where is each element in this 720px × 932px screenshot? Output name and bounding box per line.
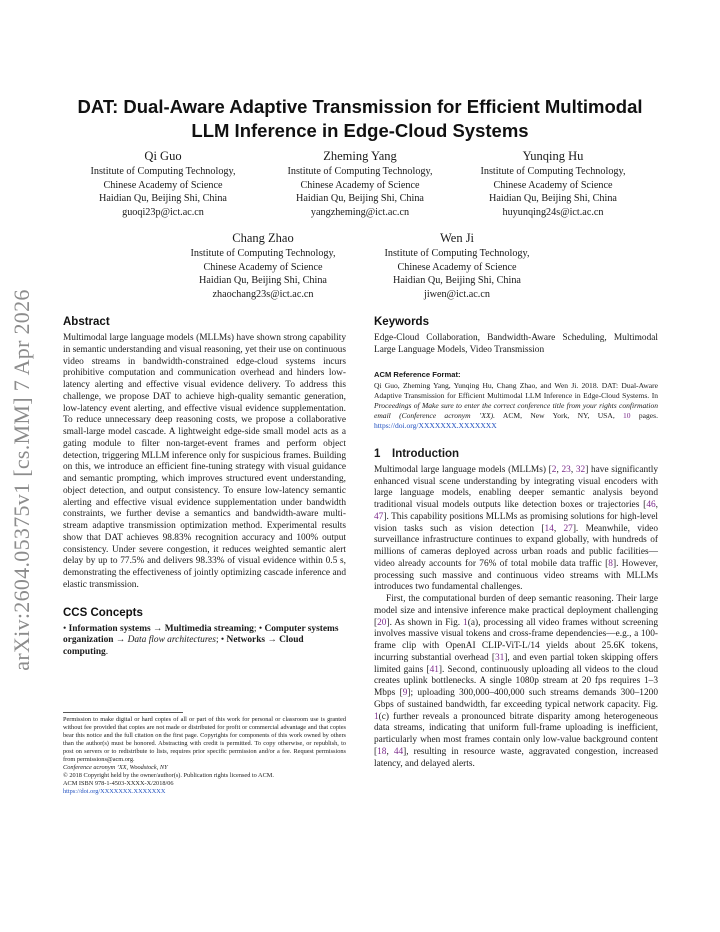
author-name: Wen Ji — [439, 231, 475, 245]
isbn-line: ACM ISBN 978-1-4503-XXXX-X/2018/06 — [63, 780, 174, 788]
paragraph-text: , — [553, 523, 564, 534]
intro-paragraph-2 — [374, 594, 658, 770]
ccs-bullet: • — [258, 623, 265, 634]
paragraph-text: , — [655, 500, 658, 511]
citation-link[interactable]: 18 — [377, 746, 387, 757]
paragraph-text: ]. Meanwhile, video surveillance infrastructure continues to expand globally, with hundreds of millions of cameras deployed across urban roads and public facilities—video already accounts for 76% of total mobile data traffic [ — [374, 523, 658, 569]
ccs-separator: ; — [215, 635, 221, 646]
paragraph-text: First, the computational burden of deep semantic reasoning. Their large model size and intensive inference make practical deployment challenging [ — [374, 594, 658, 628]
section-title: Introduction — [392, 447, 460, 460]
copyright-line: © 2018 Copyright held by the owner/author(s). Publication rights licensed to ACM. — [63, 772, 274, 780]
citation-link[interactable]: 23 — [561, 464, 571, 475]
citation-link[interactable]: 14 — [544, 523, 554, 534]
citation-link[interactable]: 32 — [575, 464, 586, 475]
ccs-arrow: → — [150, 623, 165, 634]
author-affiliation: Haidian Qu, Beijing Shi, China — [489, 193, 617, 205]
footnote-block — [63, 712, 346, 796]
author-affiliation: Institute of Computing Technology, — [287, 166, 433, 177]
author-affiliation: Institute of Computing Technology, — [90, 166, 236, 177]
abstract-heading: Abstract — [63, 316, 110, 328]
paragraph-text: ]. Second, continuously uploading all videos to the cloud creates uplink bottlenecks. A single 1080p stream at 20 fps requires 1–3 Mbps [ — [374, 664, 658, 699]
acm-reference-pages-link[interactable]: 10 — [623, 410, 631, 420]
keywords-heading: Keywords — [374, 316, 429, 328]
paragraph-text: ] have significantly enhanced visual scene understanding by integrating visual encoders with large language models, enabling deeper semantic analysis beyond traditional visual models outputs like detection boxes or trajectories [ — [374, 464, 659, 511]
paragraph-text: ]. However, processing such massive and continuous video streams with MLLMs introduces two fundamental challenges. — [374, 558, 658, 593]
ccs-category: Networks — [226, 635, 266, 646]
author-affiliation: Chinese Academy of Science — [103, 179, 223, 191]
acm-reference-publisher: ACM, New York, NY, USA, — [495, 410, 624, 420]
abstract-text: Multimodal large language models (MLLMs) have shown strong capability in semantic understanding and visual reasoning, yet their use on continuous video streams in bandwidth-constrained edge-cloud systems incurs prohibitive computation and communication overhead and hinders low-latency alerting and effective visual evidence delivery. To address this challenge, we propose DAT to achieve high-quality semantic generation, low-latency event alerting, and effective visual evidence supplementation. To reduce unnecessary deep reasoning costs, we propose a collaborative small-large model cascade. A lightweight edge-side small model acts as a gating module to filter non-target-event frames and perform object detection, triggering MLLM inference only for suspicious frames. Building on this, we introduce an efficient fine-tuning strategy with visual guidance and semantic prompting, which improves structured event understanding, object detection, and output consistency. To ensure low-latency semantic alerting and effective visual evidence supplementation under bandwidth constraints, we further devise a semantics and bandwidth-aware multi-stream adaptive transmission optimization method. Experimental results show that DAT achieves 98.83% recognition accuracy and 100% output consistency. Under severe congestion, it reduces weighted semantic alert delay by up to 77.5% and delivers 98.33% of visual evidence within 0.5 s, demonstrating the effectiveness of jointly optimizing cascade inference and elastic transmission. — [63, 333, 346, 590]
author-affiliation: Institute of Computing Technology, — [384, 248, 530, 259]
citation-link[interactable]: 47 — [374, 511, 384, 522]
citation-link[interactable]: 44 — [393, 746, 404, 757]
ccs-bullet: • — [220, 635, 227, 646]
paragraph-text: Multimodal large language models (MLLMs) [ — [374, 464, 552, 475]
citation-link[interactable]: 8 — [608, 558, 613, 569]
author-affiliation: Institute of Computing Technology, — [480, 166, 626, 177]
author-affiliation: Haidian Qu, Beijing Shi, China — [99, 193, 227, 205]
paragraph-text: (c) further reveals a pronounced bitrate disparity among heterogeneous data streams, indicating that uniform full-frame uploading is inefficient, particularly when most frames contain only low-value background content [ — [374, 711, 658, 757]
arxiv-identifier: arXiv:2604.05375v1 [cs.MM] 7 Apr 2026 — [9, 289, 34, 671]
citation-link[interactable]: 1 — [374, 711, 379, 722]
ccs-heading: CCS Concepts — [63, 606, 143, 619]
acm-reference-doi-link[interactable]: https://doi.org/XXXXXXX.XXXXXXX — [374, 420, 497, 430]
ccs-concepts — [63, 624, 346, 659]
author-card — [453, 148, 653, 219]
ccs-separator: . — [105, 647, 109, 657]
paragraph-text: ], and even partial token skipping offers limited gains [ — [374, 652, 659, 675]
paragraph-text: ]; uploading 300,000–400,000 such streams demands 300–1200 Gbps of sustained bandwidth, far exceeding typical network capacity. Fig. — [374, 688, 658, 710]
author-affiliation: Institute of Computing Technology, — [190, 248, 336, 259]
citation-link[interactable]: 31 — [494, 652, 505, 663]
paragraph-text: ], resulting in resource waste, aggravated congestion, increased latency, and delayed alerts. — [374, 746, 659, 769]
paragraph-text: ]. This capability positions MLLMs as promising solutions for high-level vision tasks such as vision detection [ — [374, 511, 658, 534]
author-affiliation: Haidian Qu, Beijing Shi, China — [393, 275, 521, 287]
acm-reference — [374, 370, 658, 431]
author-affiliation: Haidian Qu, Beijing Shi, China — [296, 193, 424, 205]
acm-reference-proceedings: Proceedings of Make sure to enter the correct conference title from your rights confirmation email (Conference acronym ’XX). — [374, 400, 658, 420]
author-name: Zheming Yang — [323, 149, 397, 163]
author-email[interactable]: yangzheming@ict.ac.cn — [310, 206, 410, 218]
ccs-concept: Data flow architectures — [127, 635, 216, 646]
author-card — [260, 148, 460, 219]
acm-reference-pages: pages. — [630, 410, 658, 420]
author-email[interactable]: zhaochang23s@ict.ac.cn — [212, 288, 314, 300]
right-column — [374, 316, 658, 770]
section-number: 1 — [374, 447, 381, 460]
ccs-category: Computer systems organization — [63, 623, 339, 646]
ccs-separator: ; — [253, 623, 259, 634]
author-affiliation: Haidian Qu, Beijing Shi, China — [199, 275, 327, 287]
author-name: Qi Guo — [144, 149, 182, 163]
author-email[interactable]: jiwen@ict.ac.cn — [424, 288, 490, 300]
acm-reference-text — [374, 381, 658, 431]
ccs-concept: Cloud computing — [63, 635, 304, 657]
paragraph-text: , — [570, 464, 576, 475]
paragraph-text: ]. As shown in Fig. — [386, 617, 464, 628]
ccs-arrow: → — [113, 635, 128, 646]
author-card — [163, 230, 363, 301]
intro-paragraph-1 — [374, 465, 658, 594]
introduction-heading — [374, 448, 658, 460]
paragraph-text: (a), processing all video frames without screening involves massive visual tokens and cross-frame dependencies—e.g., a 100-frame clip with OpenAI CLIP-ViT-L/14 yields about 25.6K tokens, incurring substantial overhead [ — [374, 617, 658, 663]
doi-link[interactable]: https://doi.org/XXXXXXX.XXXXXXX — [63, 788, 166, 796]
permission-notice: Permission to make digital or hard copies of all or part of this work for personal or classroom use is granted without fee provided that copies are not made or distributed for profit or commercial advantage and that copies bear this notice and the full citation on the first page. Copyrights for components of this work owned by others than the author(s) must be honored. Abstracting with credit is permitted. To copy otherwise, or republish, to post on servers or to redistribute to lists, requires prior specific permission and/or a fee. Request permissions from permissions@acm.org. — [63, 715, 346, 763]
keywords-text: Edge-Cloud Collaboration, Bandwidth-Aware Scheduling, Multimodal Large Language Models, Video Transmission — [374, 333, 658, 355]
ccs-arrow: → — [265, 635, 280, 646]
footnote-rule — [63, 712, 183, 713]
author-affiliation: Chinese Academy of Science — [300, 179, 420, 191]
author-card — [63, 148, 263, 219]
citation-link[interactable]: 27 — [563, 523, 573, 534]
ccs-bullet: • — [63, 623, 69, 634]
citation-link[interactable]: 46 — [646, 500, 656, 511]
acm-reference-heading: ACM Reference Format: — [374, 369, 461, 379]
author-affiliation: Chinese Academy of Science — [493, 179, 613, 191]
author-affiliation: Chinese Academy of Science — [397, 261, 517, 273]
arxiv-sidebar — [2, 270, 42, 690]
paragraph-text: , — [386, 746, 394, 757]
paper-title: DAT: Dual-Aware Adaptive Transmission for Efficient Multimodal LLM Inference in Edge-Cloud Systems — [77, 96, 643, 141]
author-email[interactable]: huyunqing24s@ict.ac.cn — [502, 206, 604, 218]
author-name: Yunqing Hu — [522, 149, 584, 163]
citation-link[interactable]: 9 — [402, 688, 408, 699]
ccs-concept: Multimedia streaming — [164, 623, 254, 634]
left-column — [63, 316, 346, 796]
citation-link[interactable]: 1 — [463, 617, 468, 628]
citation-link[interactable]: 41 — [429, 664, 439, 675]
citation-link[interactable]: 20 — [377, 617, 387, 628]
ccs-category: Information systems — [68, 623, 151, 634]
citation-link[interactable]: 2 — [551, 464, 557, 475]
conference-info: Conference acronym ’XX, Woodstock, NY — [63, 764, 168, 772]
acm-reference-authors: Qi Guo, Zheming Yang, Yunqing Hu, Chang Zhao, and Wen Ji. 2018. DAT: Dual-Aware Adaptive Transmission for Efficient Multimodal LLM Inference in Edge-Cloud Systems. In — [374, 380, 658, 400]
paragraph-text: , — [556, 464, 562, 475]
author-card — [357, 230, 557, 301]
author-email[interactable]: guoqi23p@ict.ac.cn — [122, 206, 204, 218]
author-name: Chang Zhao — [232, 231, 294, 245]
author-affiliation: Chinese Academy of Science — [203, 261, 323, 273]
